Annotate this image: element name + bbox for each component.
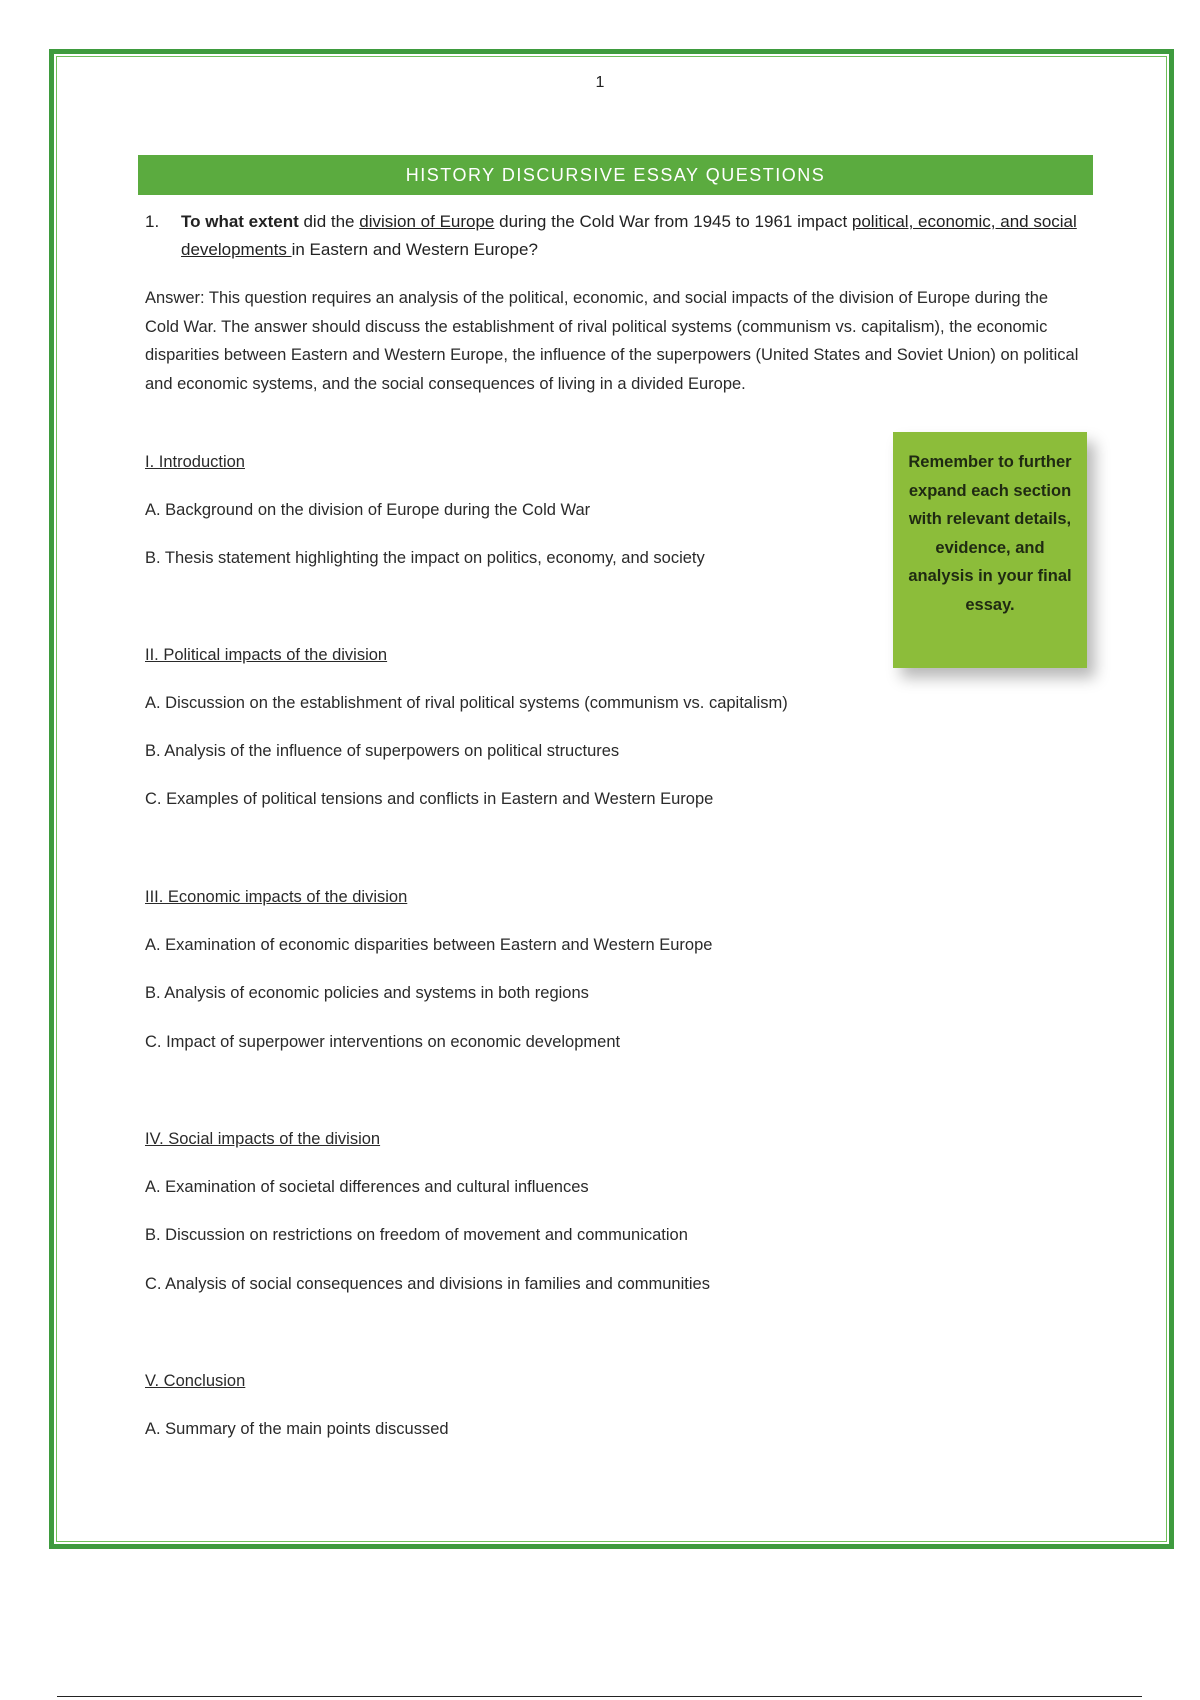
political-item-b: B. Analysis of the influence of superpowers on political structures <box>145 742 620 760</box>
introduction-item-b: B. Thesis statement highlighting the impact on politics, economy, and society <box>145 549 705 567</box>
page-number: 1 <box>595 74 605 91</box>
economic-item-c: C. Impact of superpower interventions on economic development <box>145 1033 621 1051</box>
introduction-heading: I. Introduction <box>145 453 245 471</box>
question-part-1: did the <box>298 212 360 231</box>
conclusion-heading: V. Conclusion <box>145 1372 246 1390</box>
economic-heading: III. Economic impacts of the division <box>145 888 408 906</box>
question-part-3: in Eastern and Western Europe? <box>291 240 538 259</box>
economic-item-a: A. Examination of economic disparities between Eastern and Western Europe <box>145 936 713 954</box>
question-number: 1. <box>145 212 160 231</box>
footer-rule <box>57 1696 1142 1697</box>
political-item-c: C. Examples of political tensions and conflicts in Eastern and Western Europe <box>145 790 714 808</box>
introduction-item-a: A. Background on the division of Europe during the Cold War <box>145 501 591 519</box>
question-part-2: during the Cold War from 1945 to 1961 impact <box>494 212 852 231</box>
social-heading: IV. Social impacts of the division <box>145 1130 381 1148</box>
question-1 <box>145 208 1085 264</box>
social-item-b: B. Discussion on restrictions on freedom of movement and communication <box>145 1226 688 1244</box>
social-item-a: A. Examination of societal differences and cultural influences <box>145 1178 589 1196</box>
political-heading: II. Political impacts of the division <box>145 646 388 664</box>
question-bold-lead: To what extent <box>181 212 299 231</box>
social-item-c: C. Analysis of social consequences and divisions in families and communities <box>145 1275 710 1293</box>
question-underline-1: division of Europe <box>359 212 495 231</box>
answer-paragraph: Answer: This question requires an analysis of the political, economic, and social impacts of the division of Europe during the Cold War. The answer should discuss the establishment of rival political systems (communism vs. capitalism), the economic disparities between Eastern and Western Europe, the influence of the superpowers (United States and Soviet Union) on political and economic systems, and the social consequences of living in a divided Europe. <box>145 289 1079 393</box>
conclusion-item-a: A. Summary of the main points discussed <box>145 1420 449 1438</box>
title-banner: HISTORY DISCURSIVE ESSAY QUESTIONS <box>138 155 1093 195</box>
reminder-note: Remember to further expand each section with relevant details, evidence, and analysis in your final essay. <box>893 432 1087 668</box>
political-item-a: A. Discussion on the establishment of rival political systems (communism vs. capitalism) <box>145 694 788 712</box>
economic-item-b: B. Analysis of economic policies and systems in both regions <box>145 984 589 1002</box>
question-text <box>181 208 1085 264</box>
question-underline-2: political, economic, and social developments <box>181 212 1077 259</box>
